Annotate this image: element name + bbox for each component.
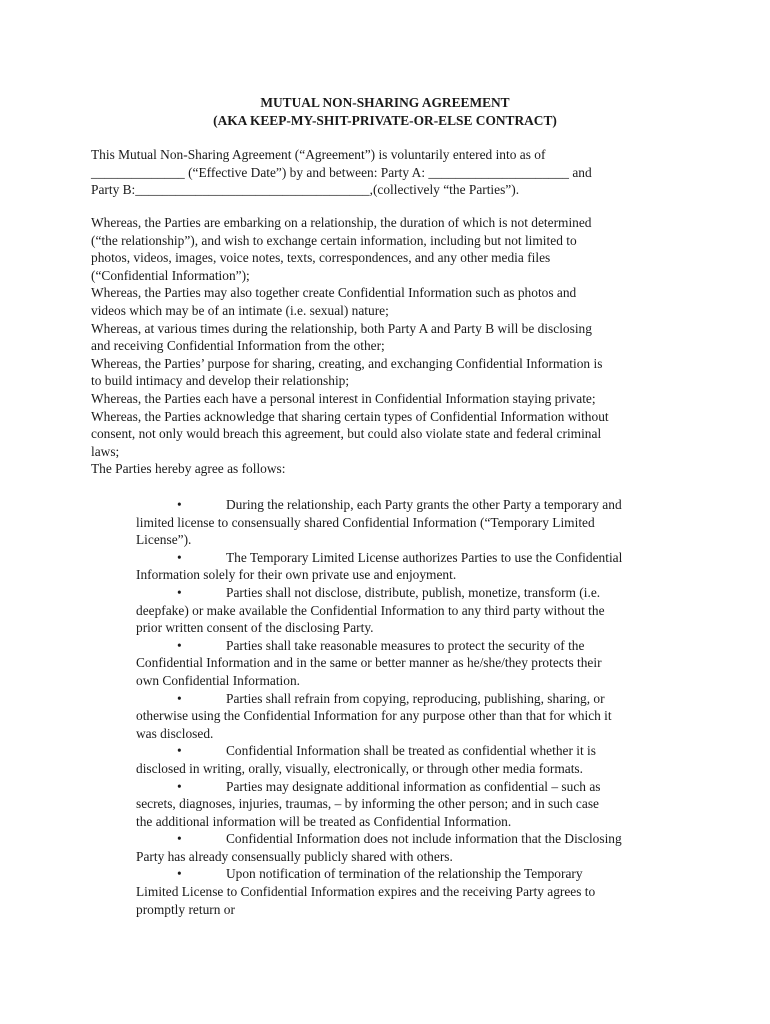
list-item-text: Upon notification of termination of the relationship the Temporary [226, 866, 583, 882]
list-item-text: Parties shall take reasonable measures to protect the security of the [226, 637, 585, 653]
bullet-icon: • [177, 778, 182, 794]
list-item-continuation: secrets, diagnoses, injuries, traumas, – by informing the other person; and in such case [136, 796, 599, 812]
list-item-continuation: Party has already consensually publicly shared with others. [136, 848, 453, 864]
document-title: MUTUAL NON-SHARING AGREEMENT [260, 95, 510, 110]
bullet-icon: • [177, 690, 182, 706]
recital-line: Whereas, at various times during the relationship, both Party A and Party B will be disclosing [91, 320, 592, 336]
document-subtitle: (AKA KEEP-MY-SHIT-PRIVATE-OR-ELSE CONTRACT) [213, 113, 557, 128]
list-item [136, 584, 681, 602]
intro-line: ______________ (“Effective Date”) by and between: Party A: _____________________ and [91, 164, 592, 180]
bullet-icon: • [177, 743, 182, 759]
bullet-icon: • [177, 866, 182, 882]
recital-line: photos, videos, images, voice notes, texts, correspondences, and any other media files [91, 250, 551, 266]
recital-line: Whereas, the Parties may also together create Confidential Information such as photos and [91, 285, 577, 301]
list-item [136, 496, 681, 514]
intro-line: This Mutual Non-Sharing Agreement (“Agreement”) is voluntarily entered into as of [91, 147, 546, 162]
list-item-continuation: otherwise using the Confidential Information for any purpose other than that for which it [136, 708, 612, 724]
recitals-section [91, 214, 681, 478]
recital-line: laws; [91, 443, 120, 459]
recital-line: Whereas, the Parties are embarking on a relationship, the duration of which is not determined [91, 215, 592, 230]
recital-line: Whereas, the Parties each have a personal interest in Confidential Information staying private; [91, 390, 596, 406]
list-item-continuation: own Confidential Information. [136, 672, 301, 688]
recital-line: videos which may be of an intimate (i.e. sexual) nature; [91, 302, 389, 318]
list-item-continuation: prior written consent of the disclosing Party. [136, 620, 374, 636]
bullet-icon: • [177, 497, 182, 512]
recital-line: (“the relationship”), and wish to exchange certain information, including but not limited to [91, 232, 577, 248]
bullet-icon: • [177, 831, 182, 847]
recital-line: and receiving Confidential Information from the other; [91, 338, 385, 354]
recital-line: consent, not only would breach this agreement, but could also violate state and federal criminal [91, 426, 602, 442]
recital-line: Whereas, the Parties’ purpose for sharing, creating, and exchanging Confidential Information is [91, 355, 603, 371]
list-item-text: Parties may designate additional information as confidential – such as [226, 778, 601, 794]
list-item [136, 778, 681, 796]
list-item-continuation: deepfake) or make available the Confidential Information to any third party without the [136, 602, 605, 618]
intro-paragraph [91, 146, 681, 199]
list-item-text: Confidential Information shall be treated as confidential whether it is [226, 743, 596, 759]
bullet-icon: • [177, 637, 182, 653]
list-item-continuation: promptly return or [136, 901, 235, 917]
list-item-continuation: License”). [136, 532, 192, 548]
terms-list [136, 496, 681, 918]
list-item-text: The Temporary Limited License authorizes Parties to use the Confidential [226, 549, 623, 565]
recital-line: Whereas, the Parties acknowledge that sharing certain types of Confidential Information without [91, 408, 609, 424]
list-item [136, 865, 681, 883]
list-item [136, 742, 681, 760]
list-item-continuation: Limited License to Confidential Information expires and the receiving Party agrees to [136, 884, 596, 900]
list-item-continuation: disclosed in writing, orally, visually, electronically, or through other media formats. [136, 760, 583, 776]
list-item [136, 549, 681, 567]
list-item-continuation: limited license to consensually shared Confidential Information (“Temporary Limited [136, 514, 595, 530]
bullet-icon: • [177, 549, 182, 565]
list-item [136, 637, 681, 655]
list-item-text: During the relationship, each Party grants the other Party a temporary and [226, 497, 622, 512]
list-item-continuation: the additional information will be treated as Confidential Information. [136, 813, 512, 829]
recital-line: The Parties hereby agree as follows: [91, 461, 286, 477]
recital-line: to build intimacy and develop their relationship; [91, 373, 350, 389]
recital-line: (“Confidential Information”); [91, 267, 250, 283]
intro-line: Party B:___________________________________,(collectively “the Parties”). [91, 182, 520, 198]
list-item-text: Parties shall not disclose, distribute, publish, monetize, transform (i.e. [226, 584, 601, 600]
list-item-continuation: was disclosed. [136, 725, 214, 741]
list-item [136, 690, 681, 708]
list-item-text: Parties shall refrain from copying, reproducing, publishing, sharing, or [226, 690, 605, 706]
list-item-text: Confidential Information does not include information that the Disclosing [226, 831, 622, 847]
bullet-icon: • [177, 584, 182, 600]
list-item [136, 830, 681, 848]
list-item-continuation: Information solely for their own private use and enjoyment. [136, 567, 457, 583]
list-item-continuation: Confidential Information and in the same or better manner as he/she/they protects their [136, 655, 602, 671]
